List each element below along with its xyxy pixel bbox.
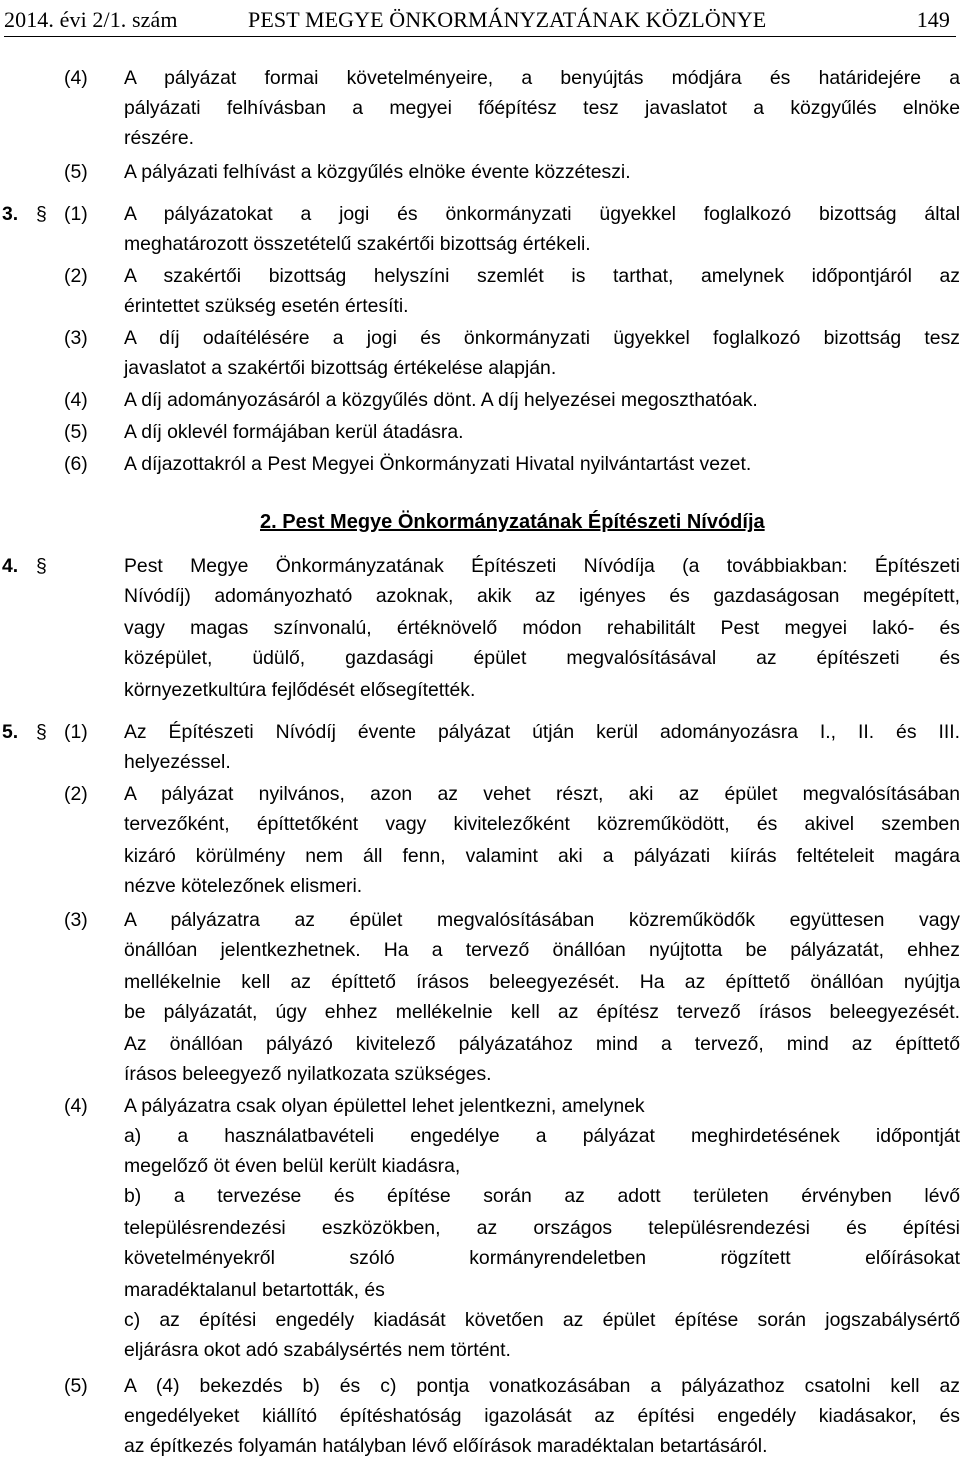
line-text: Az önállóan pályázó kivitelező pályázatához mind a tervező, mind az építtető (124, 1033, 960, 1055)
line-text: meghatározott összetételű szakértői bizottság értékeli. (124, 233, 591, 255)
subsection-number: (4) (64, 67, 88, 89)
text-line (0, 1213, 960, 1243)
subsection-number: (1) (64, 203, 88, 225)
line-text: be pályázatát, úgy ehhez mellékelnie kell az építész tervező írásos beleegyezését. (124, 1001, 960, 1023)
subsection-number: (1) (64, 721, 88, 743)
line-text: írásos beleegyező nyilatkozata szükséges. (124, 1063, 492, 1085)
text-line (0, 841, 960, 871)
text-line (0, 871, 960, 901)
text-line (0, 581, 960, 611)
line-text: A pályázat formai követelményeire, a benyújtás módjára és határidejére a (124, 67, 960, 89)
line-text: maradéktalanul betartották, és (124, 1279, 385, 1301)
line-text: A pályázati felhívást a közgyűlés elnöke évente közzéteszi. (124, 161, 631, 183)
line-text: A (4) bekezdés b) és c) pontja vonatkozásában a pályázathoz csatolni kell az (124, 1375, 960, 1397)
text-line (0, 935, 960, 965)
text-line (0, 1335, 960, 1365)
line-text: eljárásra okot adó szabálysértés nem történt. (124, 1339, 511, 1361)
line-text: A pályázatra az épület megvalósításában közreműködők együttesen vagy (124, 909, 960, 931)
text-line (0, 507, 960, 537)
text-line (0, 675, 960, 705)
text-line (0, 717, 960, 747)
text-line (0, 1151, 960, 1181)
text-line (0, 809, 960, 839)
subsection-number: (6) (64, 453, 88, 475)
text-line (0, 967, 960, 997)
text-line (0, 291, 960, 321)
text-line (0, 63, 960, 93)
line-text: A díj adományozásáról a közgyűlés dönt. A díj helyezései megoszthatóak. (124, 389, 758, 411)
text-line (0, 417, 960, 447)
subsection-number: (2) (64, 265, 88, 287)
text-line (0, 1305, 960, 1335)
line-text: középület, üdülő, gazdasági épület megvalósításával az építészeti és (124, 647, 960, 669)
line-text: helyezéssel. (124, 751, 231, 773)
page-header (4, 4, 956, 37)
text-line (0, 385, 960, 415)
text-line (0, 323, 960, 353)
subsection-number: (4) (64, 389, 88, 411)
text-line (0, 353, 960, 383)
text-line (0, 613, 960, 643)
line-text: A díj oklevél formájában kerül átadásra. (124, 421, 464, 443)
issue-number: 2014. évi 2/1. szám (4, 7, 178, 32)
section-number: 4. (2, 555, 19, 577)
line-text: engedélyeket kiállító építéshatóság igazolását az építési engedély kiadásakor, és (124, 1405, 960, 1427)
line-text: vagy magas színvonalú, értéknövelő módon rehabilitált Pest megyei lakó- és (124, 617, 960, 639)
paragraph-sign: § (36, 721, 47, 743)
line-text: mellékelnie kell az építtető írásos beleegyezését. Ha az építtető önállóan nyújtja (124, 971, 960, 993)
line-text: javaslatot a szakértői bizottság értékelése alapján. (124, 357, 557, 379)
paragraph-sign: § (36, 203, 47, 225)
text-line (0, 997, 960, 1027)
line-text: kizáró körülmény nem áll fenn, valamint aki a pályázati kiírás feltételeit magára (124, 845, 960, 867)
line-text: A díjazottakról a Pest Megyei Önkormányzati Hivatal nyilvántartást vezet. (124, 453, 752, 475)
section-title: 2. Pest Megye Önkormányzatának Építészeti Nívódíja (260, 511, 765, 533)
text-line (0, 1275, 960, 1305)
text-line (0, 551, 960, 581)
journal-title: PEST MEGYE ÖNKORMÁNYZATÁNAK KÖZLÖNYE (248, 7, 767, 32)
line-text: önállóan jelentkezhetnek. Ha a tervező önállóan nyújtotta be pályázatát, ehhez (124, 939, 960, 961)
text-line (0, 1431, 960, 1461)
text-line (0, 1059, 960, 1089)
text-line (0, 1121, 960, 1151)
text-line (0, 1243, 960, 1273)
line-text: Pest Megye Önkormányzatának Építészeti Nívódíja (a továbbiakban: Építészeti (124, 555, 960, 577)
line-text: Az Építészeti Nívódíj évente pályázat útján kerül adományozásra I., II. és III. (124, 721, 960, 743)
line-text: A pályázatokat a jogi és önkormányzati ügyekkel foglalkozó bizottság által (124, 203, 960, 225)
text-line (0, 747, 960, 777)
line-text: A díj odaítélésére a jogi és önkormányzati ügyekkel foglalkozó bizottság tesz (124, 327, 960, 349)
line-text: A szakértői bizottság helyszíni szemlét is tarthat, amelynek időpontjáról az (124, 265, 960, 287)
text-line (0, 779, 960, 809)
text-line (0, 229, 960, 259)
line-text: az építkezés folyamán hatályban lévő előírások maradéktalan betartásáról. (124, 1435, 768, 1457)
section-number: 3. (2, 203, 19, 225)
page-number: 149 (916, 7, 950, 32)
line-text: követelményekről szóló kormányrendeletben rögzített előírásokat (124, 1247, 960, 1269)
subsection-number: (3) (64, 327, 88, 349)
line-text: érintettet szükség esetén értesíti. (124, 295, 409, 317)
subsection-number: (5) (64, 1375, 88, 1397)
text-line (0, 199, 960, 229)
text-line (0, 123, 960, 153)
subsection-number: (4) (64, 1095, 88, 1117)
text-line (0, 261, 960, 291)
text-line (0, 643, 960, 673)
line-text: nézve kötelezőnek elismeri. (124, 875, 363, 897)
text-line (0, 1181, 960, 1211)
subsection-number: (5) (64, 421, 88, 443)
line-text: részére. (124, 127, 195, 149)
section-number: 5. (2, 721, 19, 743)
subsection-number: (5) (64, 161, 88, 183)
text-line (0, 449, 960, 479)
text-line (0, 905, 960, 935)
text-line (0, 1371, 960, 1401)
text-line (0, 157, 960, 187)
line-text: A pályázatra csak olyan épülettel lehet jelentkezni, amelynek (124, 1095, 645, 1117)
line-text: településrendezési eszközökben, az országos településrendezési és építési (124, 1217, 960, 1239)
subsection-number: (3) (64, 909, 88, 931)
text-line (0, 1401, 960, 1431)
subsection-number: (2) (64, 783, 88, 805)
text-line (0, 1091, 960, 1121)
line-text: pályázati felhívásban a megyei főépítész tesz javaslatot a közgyűlés elnöke (124, 97, 960, 119)
line-text: b) a tervezése és építése során az adott területen érvényben lévő (124, 1185, 960, 1207)
line-text: Nívódíj) adományozható azoknak, akik az igényes és gazdaságosan megépített, (124, 585, 960, 607)
line-text: a) a használatbavételi engedélye a pályázat meghirdetésének időpontját (124, 1125, 960, 1147)
text-line (0, 1029, 960, 1059)
text-line (0, 93, 960, 123)
line-text: tervezőként, építtetőként vagy kivitelezőként közreműködött, és akivel szemben (124, 813, 960, 835)
line-text: megelőző öt éven belül került kiadásra, (124, 1155, 461, 1177)
line-text: környezetkultúra fejlődését elősegítették. (124, 679, 476, 701)
line-text: c) az építési engedély kiadását követően az épület építése során jogszabálysértő (124, 1309, 960, 1331)
line-text: A pályázat nyilvános, azon az vehet részt, aki az épület megvalósításában (124, 783, 960, 805)
paragraph-sign: § (36, 555, 47, 577)
